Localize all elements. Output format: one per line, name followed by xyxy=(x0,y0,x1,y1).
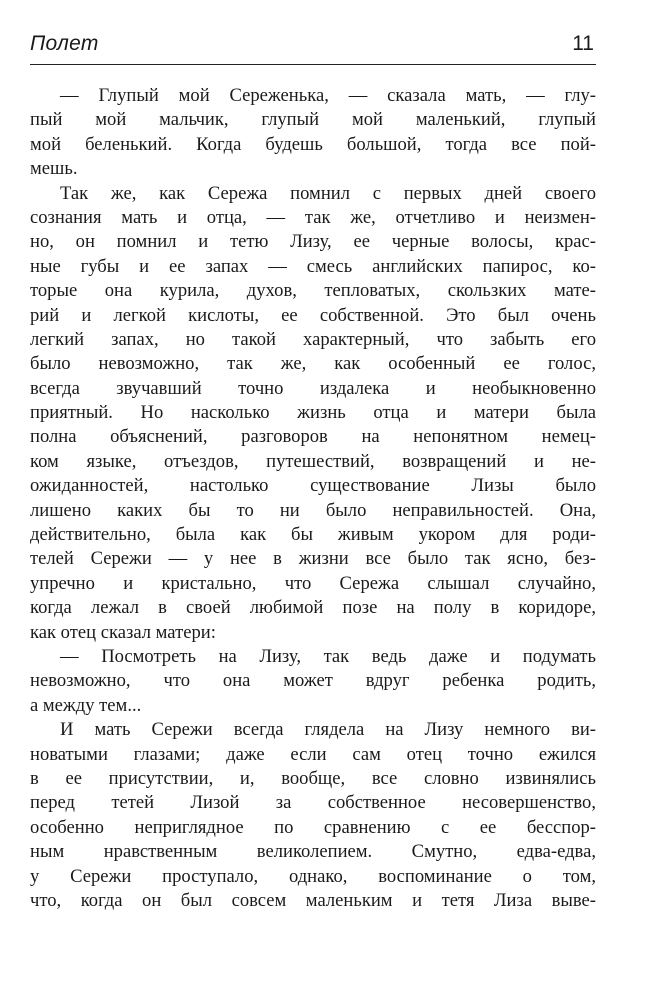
text-line: ные губы и ее запах — смесь английских папирос, ко- xyxy=(30,255,596,277)
text-line: полна объяснений, разговоров на непонятном немец- xyxy=(30,426,596,448)
text-body xyxy=(30,84,596,913)
text-line: телей Сережи — у нее в жизни все было так ясно, без- xyxy=(30,548,596,570)
text-line: — Посмотреть на Лизу, так ведь даже и подумать xyxy=(60,645,596,667)
text-line: мой беленький. Когда будешь большой, тогда все пой- xyxy=(30,133,596,155)
text-line: Так же, как Сережа помнил с первых дней своего xyxy=(60,182,596,204)
text-line: всегда звучавший точно издалека и необыкновенно xyxy=(30,377,596,399)
text-line: действительно, была как бы живым укором для роди- xyxy=(30,524,596,546)
page-header xyxy=(30,30,596,65)
text-line: но, он помнил и тетю Лизу, ее черные волосы, крас- xyxy=(30,231,596,253)
text-line: пый мой мальчик, глупый мой маленький, глупый xyxy=(30,109,596,131)
text-line: легкий запах, но такой характерный, что забыть его xyxy=(30,328,596,350)
text-line: лишено каких бы то ни было неправильностей. Она, xyxy=(30,499,596,521)
text-line: ным нравственным великолепием. Смутно, едва-едва, xyxy=(30,841,596,863)
page-number: 11 xyxy=(572,32,594,55)
text-line: что, когда он был совсем маленьким и тетя Лиза выве- xyxy=(30,889,596,911)
text-line: ожиданностей, настолько существование Лизы было xyxy=(30,475,596,497)
text-line: когда лежал в своей любимой позе на полу в коридоре, xyxy=(30,597,596,619)
text-line: особенно неприглядное по сравнению с ее бесспор- xyxy=(30,816,596,838)
text-line: упречно и кристально, что Сережа слышал случайно, xyxy=(30,572,596,594)
text-line: было невозможно, так же, как особенный ее голос, xyxy=(30,353,596,375)
text-line: рий и легкой кислоты, ее собственной. Это был очень xyxy=(30,304,596,326)
text-line: сознания мать и отца, — так же, отчетливо и неизмен- xyxy=(30,206,596,228)
text-line: невозможно, что она может вдруг ребенка родить, xyxy=(30,670,596,692)
text-line: — Глупый мой Сереженька, — сказала мать, — глу- xyxy=(60,85,596,106)
text-line: а между тем... xyxy=(30,694,142,716)
running-title: Полет xyxy=(30,32,99,55)
text-line: ком языке, отъездов, путешествий, возвращений и не- xyxy=(30,450,596,472)
text-line: перед тетей Лизой за собственное несовершенство, xyxy=(30,792,596,814)
text-line: новатыми глазами; даже если сам отец точно ежился xyxy=(30,743,596,765)
text-line: приятный. Но насколько жизнь отца и матери была xyxy=(30,402,596,424)
text-line: у Сережи проступало, однако, воспоминание о том, xyxy=(30,865,596,887)
text-line: как отец сказал матери: xyxy=(30,621,216,643)
text-line: торые она курила, духов, тепловатых, скользких мате- xyxy=(30,280,596,302)
text-line: в ее присутствии, и, вообще, все словно извинялись xyxy=(30,767,596,789)
text-line: мешь. xyxy=(30,158,78,180)
text-line: И мать Сережи всегда глядела на Лизу немного ви- xyxy=(60,719,596,741)
